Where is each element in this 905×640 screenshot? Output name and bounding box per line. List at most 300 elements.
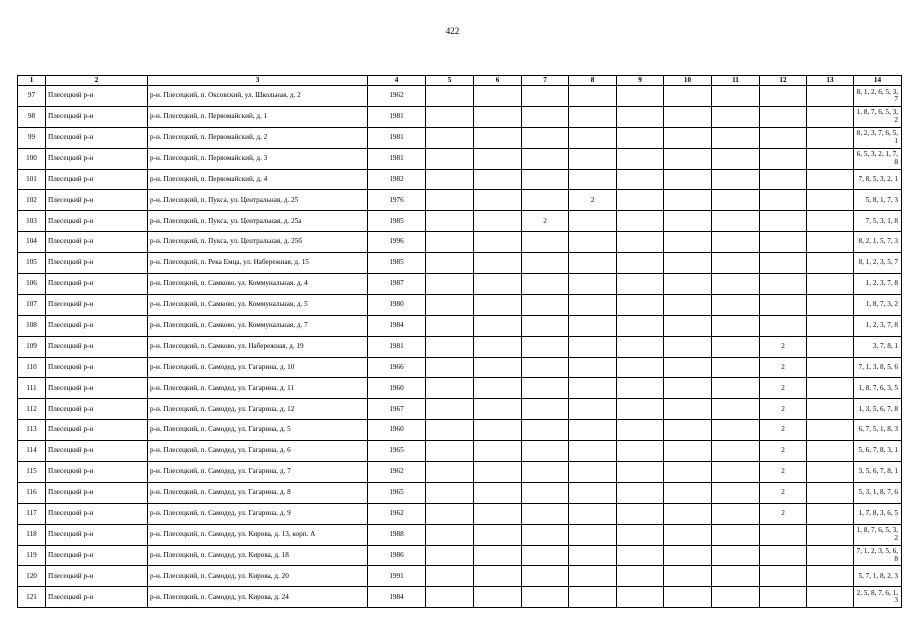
cell-col-12: [760, 232, 807, 253]
cell-col-12: 2: [760, 378, 807, 399]
cell-col-8: [569, 253, 617, 274]
cell-col-6: [474, 190, 522, 211]
cell-col-12: 2: [760, 462, 807, 483]
cell-col-12: 2: [760, 503, 807, 524]
cell-col-4: 1965: [368, 482, 426, 503]
cell-col-12: [760, 587, 807, 608]
cell-col-3: р-н. Плесецкий, п. Пукса, ул. Центральная, д. 25а: [148, 211, 368, 232]
cell-col-6: [474, 482, 522, 503]
cell-col-13: [807, 441, 854, 462]
cell-col-10: [664, 190, 712, 211]
data-table: [17, 75, 902, 608]
cell-col-1: 99: [18, 127, 46, 148]
cell-col-6: [474, 545, 522, 566]
cell-col-6: [474, 232, 522, 253]
cell-col-8: [569, 315, 617, 336]
column-header-5: 5: [426, 76, 474, 86]
column-header-7: 7: [522, 76, 569, 86]
cell-col-14: 7, 1, 3, 8, 5, 6: [854, 357, 902, 378]
cell-col-8: [569, 211, 617, 232]
cell-col-9: [617, 211, 664, 232]
cell-col-11: [712, 211, 760, 232]
cell-col-2: Плесецкий р-н: [46, 503, 148, 524]
cell-col-5: [426, 190, 474, 211]
cell-col-13: [807, 462, 854, 483]
cell-col-1: 112: [18, 399, 46, 420]
cell-col-6: [474, 274, 522, 295]
column-header-3: 3: [148, 76, 368, 86]
cell-col-11: [712, 378, 760, 399]
cell-col-14: 3, 5, 6, 7, 8, 1: [854, 462, 902, 483]
cell-col-4: 1976: [368, 190, 426, 211]
cell-col-1: 104: [18, 232, 46, 253]
cell-col-6: [474, 566, 522, 587]
cell-col-6: [474, 127, 522, 148]
cell-col-6: [474, 357, 522, 378]
cell-col-10: [664, 274, 712, 295]
cell-col-7: [522, 253, 569, 274]
cell-col-9: [617, 127, 664, 148]
cell-col-6: [474, 294, 522, 315]
table-row: [18, 148, 902, 169]
cell-col-9: [617, 274, 664, 295]
column-header-1: 1: [18, 76, 46, 86]
table-row: [18, 315, 902, 336]
cell-col-9: [617, 587, 664, 608]
cell-col-10: [664, 294, 712, 315]
cell-col-2: Плесецкий р-н: [46, 357, 148, 378]
cell-col-2: Плесецкий р-н: [46, 545, 148, 566]
cell-col-14: 7, 8, 5, 3, 2, 1: [854, 169, 902, 190]
cell-col-5: [426, 378, 474, 399]
cell-col-7: [522, 232, 569, 253]
cell-col-5: [426, 169, 474, 190]
cell-col-3: р-н. Плесецкий, п. Самодед, ул. Гагарина, д. 6: [148, 441, 368, 462]
cell-col-14: 5, 6, 7, 8, 3, 1: [854, 441, 902, 462]
cell-col-6: [474, 441, 522, 462]
cell-col-7: [522, 86, 569, 107]
cell-col-1: 100: [18, 148, 46, 169]
cell-col-9: [617, 357, 664, 378]
cell-col-9: [617, 315, 664, 336]
cell-col-8: [569, 106, 617, 127]
cell-col-12: [760, 545, 807, 566]
cell-col-10: [664, 462, 712, 483]
cell-col-3: р-н. Плесецкий, п. Самодед, ул. Кирова, д. 18: [148, 545, 368, 566]
cell-col-3: р-н. Плесецкий, п. Самодед, ул. Гагарина, д. 11: [148, 378, 368, 399]
table-row: [18, 587, 902, 608]
cell-col-10: [664, 357, 712, 378]
cell-col-3: р-н. Плесецкий, п. Самодед, ул. Кирова, д. 24: [148, 587, 368, 608]
cell-col-1: 97: [18, 86, 46, 107]
cell-col-4: 1960: [368, 378, 426, 399]
cell-col-11: [712, 462, 760, 483]
cell-col-1: 117: [18, 503, 46, 524]
cell-col-7: [522, 545, 569, 566]
cell-col-7: [522, 441, 569, 462]
cell-col-8: [569, 482, 617, 503]
cell-col-4: 1962: [368, 462, 426, 483]
table-row: [18, 127, 902, 148]
column-header-12: 12: [760, 76, 807, 86]
cell-col-13: [807, 482, 854, 503]
cell-col-9: [617, 253, 664, 274]
cell-col-5: [426, 441, 474, 462]
table-row: [18, 190, 902, 211]
cell-col-11: [712, 232, 760, 253]
cell-col-9: [617, 441, 664, 462]
cell-col-13: [807, 274, 854, 295]
cell-col-4: 1962: [368, 86, 426, 107]
cell-col-8: [569, 148, 617, 169]
cell-col-10: [664, 86, 712, 107]
cell-col-9: [617, 378, 664, 399]
cell-col-12: [760, 148, 807, 169]
cell-col-11: [712, 86, 760, 107]
cell-col-6: [474, 399, 522, 420]
cell-col-4: 1981: [368, 127, 426, 148]
cell-col-7: [522, 315, 569, 336]
cell-col-8: [569, 232, 617, 253]
cell-col-3: р-н. Плесецкий, п. Река Емца, ул. Набережная, д. 15: [148, 253, 368, 274]
cell-col-4: 1986: [368, 545, 426, 566]
cell-col-4: 1962: [368, 503, 426, 524]
cell-col-8: 2: [569, 190, 617, 211]
cell-col-14: 8, 2, 1, 5, 7, 3: [854, 232, 902, 253]
cell-col-14: 5, 7, 1, 8, 2, 3: [854, 566, 902, 587]
cell-col-11: [712, 336, 760, 357]
cell-col-3: р-н. Плесецкий, п. Первомайский, д. 3: [148, 148, 368, 169]
cell-col-13: [807, 253, 854, 274]
cell-col-12: [760, 315, 807, 336]
cell-col-8: [569, 274, 617, 295]
cell-col-6: [474, 462, 522, 483]
table-row: [18, 274, 902, 295]
table-row: [18, 253, 902, 274]
cell-col-13: [807, 211, 854, 232]
cell-col-1: 115: [18, 462, 46, 483]
cell-col-8: [569, 566, 617, 587]
column-header-4: 4: [368, 76, 426, 86]
cell-col-5: [426, 211, 474, 232]
cell-col-11: [712, 545, 760, 566]
cell-col-12: 2: [760, 399, 807, 420]
column-header-14: 14: [854, 76, 902, 86]
cell-col-4: 1985: [368, 211, 426, 232]
cell-col-4: 1991: [368, 566, 426, 587]
cell-col-3: р-н. Плесецкий, п. Самодед, ул. Гагарина, д. 10: [148, 357, 368, 378]
cell-col-13: [807, 232, 854, 253]
cell-col-4: 1984: [368, 587, 426, 608]
cell-col-7: [522, 336, 569, 357]
cell-col-1: 118: [18, 524, 46, 545]
cell-col-7: [522, 148, 569, 169]
cell-col-8: [569, 127, 617, 148]
cell-col-14: 1, 8, 7, 6, 5, 3, 2: [854, 106, 902, 127]
cell-col-5: [426, 357, 474, 378]
cell-col-11: [712, 482, 760, 503]
cell-col-9: [617, 294, 664, 315]
cell-col-3: р-н. Плесецкий, п. Самково, ул. Коммунальная, д. 5: [148, 294, 368, 315]
cell-col-9: [617, 399, 664, 420]
cell-col-3: р-н. Плесецкий, п. Самодед, ул. Гагарина, д. 12: [148, 399, 368, 420]
table-row: [18, 524, 902, 545]
cell-col-13: [807, 294, 854, 315]
table-row: [18, 357, 902, 378]
cell-col-5: [426, 566, 474, 587]
cell-col-13: [807, 587, 854, 608]
cell-col-11: [712, 566, 760, 587]
cell-col-9: [617, 336, 664, 357]
table-row: [18, 211, 902, 232]
cell-col-14: 5, 3, 1, 8, 7, 6: [854, 482, 902, 503]
cell-col-13: [807, 86, 854, 107]
cell-col-9: [617, 482, 664, 503]
cell-col-11: [712, 253, 760, 274]
cell-col-4: 1981: [368, 106, 426, 127]
cell-col-14: 2, 5, 8, 7, 6, 1, 3: [854, 587, 902, 608]
cell-col-8: [569, 169, 617, 190]
cell-col-12: 2: [760, 357, 807, 378]
table-row: [18, 545, 902, 566]
cell-col-6: [474, 336, 522, 357]
cell-col-2: Плесецкий р-н: [46, 336, 148, 357]
cell-col-9: [617, 190, 664, 211]
cell-col-6: [474, 420, 522, 441]
cell-col-1: 120: [18, 566, 46, 587]
cell-col-6: [474, 106, 522, 127]
cell-col-7: [522, 482, 569, 503]
cell-col-2: Плесецкий р-н: [46, 148, 148, 169]
cell-col-13: [807, 545, 854, 566]
cell-col-1: 106: [18, 274, 46, 295]
cell-col-10: [664, 127, 712, 148]
cell-col-8: [569, 294, 617, 315]
cell-col-12: [760, 127, 807, 148]
cell-col-3: р-н. Плесецкий, п. Самково, ул. Набережная, д. 19: [148, 336, 368, 357]
cell-col-4: 1966: [368, 357, 426, 378]
cell-col-11: [712, 441, 760, 462]
cell-col-2: Плесецкий р-н: [46, 524, 148, 545]
cell-col-3: р-н. Плесецкий, п. Пукса, ул. Центральная, д. 25: [148, 190, 368, 211]
cell-col-5: [426, 253, 474, 274]
cell-col-10: [664, 524, 712, 545]
cell-col-6: [474, 211, 522, 232]
cell-col-1: 98: [18, 106, 46, 127]
cell-col-10: [664, 420, 712, 441]
cell-col-3: р-н. Плесецкий, п. Самково, ул. Коммунальная, д. 4: [148, 274, 368, 295]
cell-col-11: [712, 127, 760, 148]
cell-col-3: р-н. Плесецкий, п. Первомайский, д. 4: [148, 169, 368, 190]
cell-col-5: [426, 482, 474, 503]
cell-col-9: [617, 148, 664, 169]
column-header-9: 9: [617, 76, 664, 86]
cell-col-5: [426, 462, 474, 483]
cell-col-5: [426, 86, 474, 107]
cell-col-4: 1987: [368, 274, 426, 295]
cell-col-4: 1982: [368, 169, 426, 190]
cell-col-2: Плесецкий р-н: [46, 482, 148, 503]
cell-col-2: Плесецкий р-н: [46, 441, 148, 462]
cell-col-5: [426, 274, 474, 295]
cell-col-12: [760, 211, 807, 232]
cell-col-7: [522, 274, 569, 295]
cell-col-12: 2: [760, 336, 807, 357]
cell-col-3: р-н. Плесецкий, п. Самодед, ул. Кирова, д. 20: [148, 566, 368, 587]
cell-col-7: [522, 127, 569, 148]
cell-col-8: [569, 336, 617, 357]
page-number: 422: [445, 26, 460, 36]
cell-col-1: 107: [18, 294, 46, 315]
cell-col-5: [426, 399, 474, 420]
table-row: [18, 441, 902, 462]
cell-col-4: 1988: [368, 524, 426, 545]
cell-col-3: р-н. Плесецкий, п. Первомайский, д. 2: [148, 127, 368, 148]
cell-col-14: 8, 2, 3, 7, 6, 5, 1: [854, 127, 902, 148]
cell-col-1: 110: [18, 357, 46, 378]
cell-col-13: [807, 169, 854, 190]
cell-col-13: [807, 399, 854, 420]
cell-col-6: [474, 148, 522, 169]
cell-col-5: [426, 336, 474, 357]
cell-col-14: 7, 1, 2, 3, 5, 6, 8: [854, 545, 902, 566]
cell-col-13: [807, 190, 854, 211]
table-row: [18, 482, 902, 503]
cell-col-14: 1, 7, 8, 3, 6, 5: [854, 503, 902, 524]
cell-col-7: [522, 190, 569, 211]
cell-col-2: Плесецкий р-н: [46, 127, 148, 148]
cell-col-14: 1, 2, 3, 7, 8: [854, 315, 902, 336]
cell-col-1: 109: [18, 336, 46, 357]
cell-col-2: Плесецкий р-н: [46, 211, 148, 232]
cell-col-10: [664, 566, 712, 587]
cell-col-10: [664, 232, 712, 253]
cell-col-14: 7, 5, 3, 1, 8: [854, 211, 902, 232]
cell-col-7: [522, 462, 569, 483]
cell-col-7: [522, 399, 569, 420]
cell-col-9: [617, 169, 664, 190]
cell-col-13: [807, 106, 854, 127]
cell-col-3: р-н. Плесецкий, п. Самодед, ул. Гагарина, д. 7: [148, 462, 368, 483]
cell-col-2: Плесецкий р-н: [46, 106, 148, 127]
cell-col-3: р-н. Плесецкий, п. Оксовский, ул. Школьная, д. 2: [148, 86, 368, 107]
cell-col-11: [712, 294, 760, 315]
cell-col-4: 1984: [368, 315, 426, 336]
cell-col-12: [760, 86, 807, 107]
table-row: [18, 106, 902, 127]
cell-col-3: р-н. Плесецкий, п. Самодед, ул. Гагарина, д. 8: [148, 482, 368, 503]
cell-col-13: [807, 357, 854, 378]
column-header-10: 10: [664, 76, 712, 86]
cell-col-10: [664, 587, 712, 608]
cell-col-7: [522, 169, 569, 190]
cell-col-8: [569, 462, 617, 483]
cell-col-5: [426, 420, 474, 441]
cell-col-14: 8, 1, 2, 3, 5, 7: [854, 253, 902, 274]
cell-col-8: [569, 524, 617, 545]
cell-col-11: [712, 106, 760, 127]
cell-col-6: [474, 524, 522, 545]
cell-col-4: 1980: [368, 294, 426, 315]
cell-col-2: Плесецкий р-н: [46, 253, 148, 274]
cell-col-7: [522, 566, 569, 587]
cell-col-11: [712, 503, 760, 524]
cell-col-1: 116: [18, 482, 46, 503]
cell-col-5: [426, 148, 474, 169]
cell-col-9: [617, 420, 664, 441]
cell-col-10: [664, 106, 712, 127]
cell-col-11: [712, 315, 760, 336]
cell-col-8: [569, 503, 617, 524]
cell-col-14: 1, 8, 7, 6, 5, 3, 2: [854, 524, 902, 545]
cell-col-2: Плесецкий р-н: [46, 420, 148, 441]
cell-col-10: [664, 315, 712, 336]
cell-col-10: [664, 503, 712, 524]
cell-col-1: 119: [18, 545, 46, 566]
cell-col-2: Плесецкий р-н: [46, 462, 148, 483]
cell-col-10: [664, 211, 712, 232]
cell-col-12: [760, 106, 807, 127]
cell-col-13: [807, 378, 854, 399]
cell-col-4: 1967: [368, 399, 426, 420]
cell-col-14: 1, 3, 5, 6, 7, 8: [854, 399, 902, 420]
cell-col-5: [426, 127, 474, 148]
cell-col-8: [569, 399, 617, 420]
cell-col-5: [426, 587, 474, 608]
cell-col-14: 1, 8, 7, 3, 2: [854, 294, 902, 315]
cell-col-12: [760, 566, 807, 587]
column-header-6: 6: [474, 76, 522, 86]
cell-col-1: 113: [18, 420, 46, 441]
cell-col-3: р-н. Плесецкий, п. Самодед, ул. Гагарина, д. 5: [148, 420, 368, 441]
column-header-13: 13: [807, 76, 854, 86]
table-row: [18, 232, 902, 253]
cell-col-4: 1981: [368, 148, 426, 169]
cell-col-10: [664, 336, 712, 357]
cell-col-3: р-н. Плесецкий, п. Самково, ул. Коммунальная, д. 7: [148, 315, 368, 336]
cell-col-2: Плесецкий р-н: [46, 378, 148, 399]
cell-col-9: [617, 462, 664, 483]
table-row: [18, 399, 902, 420]
cell-col-8: [569, 441, 617, 462]
cell-col-11: [712, 148, 760, 169]
cell-col-4: 1996: [368, 232, 426, 253]
cell-col-10: [664, 148, 712, 169]
cell-col-9: [617, 232, 664, 253]
cell-col-2: Плесецкий р-н: [46, 566, 148, 587]
table-row: [18, 86, 902, 107]
cell-col-6: [474, 315, 522, 336]
cell-col-3: р-н. Плесецкий, п. Самодед, ул. Гагарина, д. 9: [148, 503, 368, 524]
cell-col-10: [664, 482, 712, 503]
cell-col-14: 8, 1, 2, 6, 5, 3, 7: [854, 86, 902, 107]
column-header-11: 11: [712, 76, 760, 86]
cell-col-9: [617, 545, 664, 566]
cell-col-7: [522, 357, 569, 378]
cell-col-2: Плесецкий р-н: [46, 315, 148, 336]
cell-col-5: [426, 315, 474, 336]
cell-col-8: [569, 545, 617, 566]
cell-col-2: Плесецкий р-н: [46, 232, 148, 253]
cell-col-7: [522, 294, 569, 315]
cell-col-1: 102: [18, 190, 46, 211]
cell-col-5: [426, 232, 474, 253]
cell-col-5: [426, 545, 474, 566]
cell-col-2: Плесецкий р-н: [46, 86, 148, 107]
cell-col-10: [664, 399, 712, 420]
cell-col-1: 121: [18, 587, 46, 608]
cell-col-12: [760, 169, 807, 190]
